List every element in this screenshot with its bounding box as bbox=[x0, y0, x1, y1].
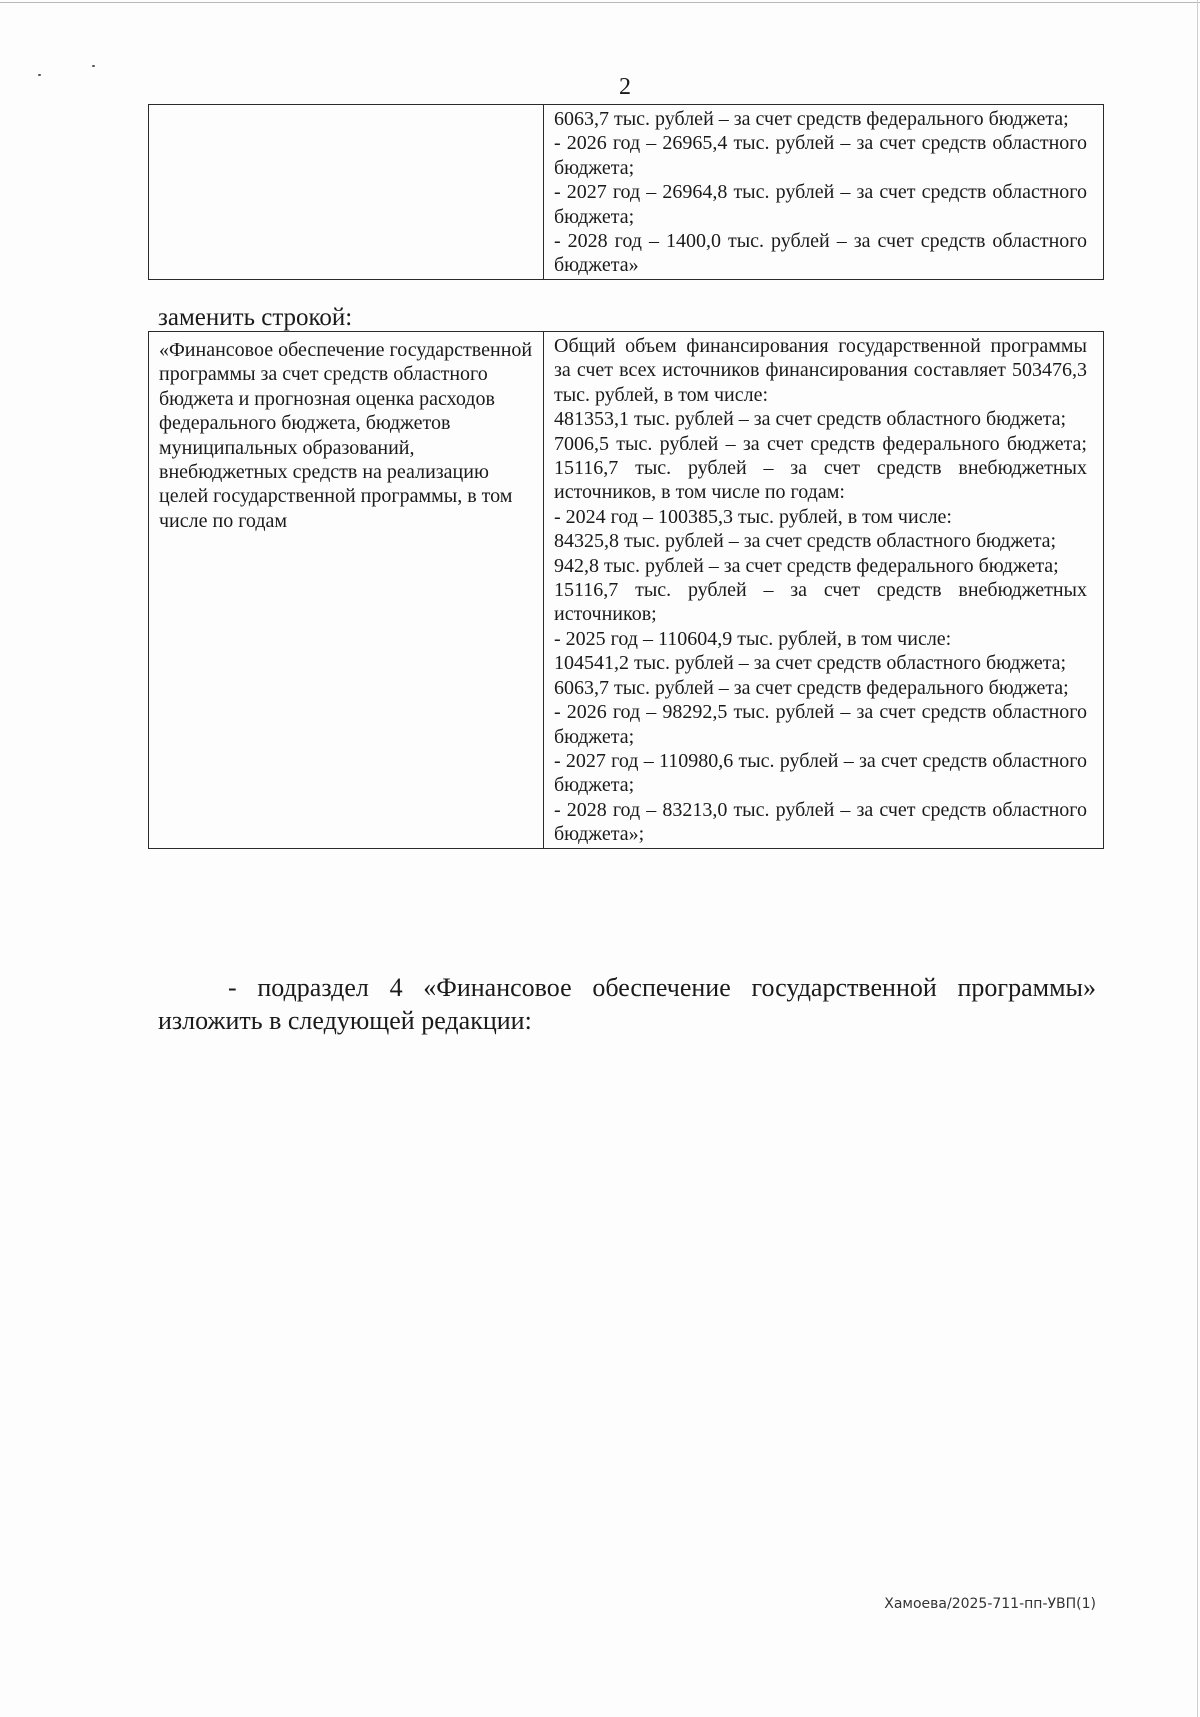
funding-line: 6063,7 тыс. рублей – за счет средств федерального бюджета; bbox=[554, 108, 1069, 130]
table-row bbox=[149, 105, 1104, 280]
funding-line: - 2027 год – 26964,8 тыс. рублей – за счет средств областного бюджета; bbox=[554, 181, 1087, 228]
table-cell-left-empty bbox=[149, 105, 544, 280]
funding-line: - 2025 год – 110604,9 тыс. рублей, в том числе: bbox=[554, 627, 952, 650]
document-code: Хамоева/2025-711-пп-УВП(1) bbox=[884, 1596, 1096, 1612]
funding-line: Общий объем финансирования государственной программы за счет всех источников финансирования составляет 503476,3 тыс. рублей, в том числе: bbox=[554, 335, 1087, 406]
scan-speck bbox=[92, 65, 95, 67]
funding-line: 84325,8 тыс. рублей – за счет средств областного бюджета; bbox=[554, 530, 1057, 553]
scan-speck bbox=[38, 74, 41, 76]
body-paragraph: - подраздел 4 «Финансовое обеспечение государственной программы» изложить в следующей редакции: bbox=[158, 973, 1096, 1035]
page-number: 2 bbox=[619, 74, 631, 100]
scan-edge-right bbox=[1197, 0, 1198, 1717]
funding-line: - 2027 год – 110980,6 тыс. рублей – за счет средств областного бюджета; bbox=[554, 749, 1087, 797]
funding-line: - 2026 год – 26965,4 тыс. рублей – за счет средств областного бюджета; bbox=[554, 132, 1087, 179]
funding-line: 481353,1 тыс. рублей – за счет средств областного бюджета; bbox=[554, 408, 1067, 431]
funding-line: 942,8 тыс. рублей – за счет средств федерального бюджета; bbox=[554, 554, 1059, 577]
funding-line: - 2028 год – 1400,0 тыс. рублей – за счет средств областного бюджета» bbox=[554, 230, 1087, 277]
replace-caption: заменить строкой: bbox=[158, 304, 353, 331]
table-cell-left-heading: «Финансовое обеспечение государственной программы за счет средств областного бюджета и прогнозная оценка расходов федерального бюджета, бюджетов муниципальных образований, внебюджетных средств на реализацию целей государственной программы, в том числе по годам bbox=[149, 332, 544, 849]
table-continued bbox=[148, 104, 1104, 280]
funding-line: 15116,7 тыс. рублей – за счет средств внебюджетных источников; bbox=[554, 579, 1087, 626]
funding-line: - 2024 год – 100385,3 тыс. рублей, в том числе: bbox=[554, 505, 952, 528]
funding-line: - 2028 год – 83213,0 тыс. рублей – за счет средств областного бюджета»; bbox=[554, 798, 1087, 846]
table-row bbox=[149, 332, 1104, 849]
funding-line: 6063,7 тыс. рублей – за счет средств федерального бюджета; bbox=[554, 676, 1069, 699]
funding-line: 104541,2 тыс. рублей – за счет средств областного бюджета; bbox=[554, 652, 1067, 675]
table-cell-right bbox=[544, 332, 1104, 849]
funding-line: - 2026 год – 98292,5 тыс. рублей – за счет средств областного бюджета; bbox=[554, 701, 1087, 748]
table-replacement bbox=[148, 331, 1104, 849]
table-cell-right bbox=[544, 105, 1104, 280]
funding-line: 7006,5 тыс. рублей – за счет средств федерального бюджета; 15116,7 тыс. рублей – за счет средств внебюджетных источников, в том числе по годам: bbox=[554, 432, 1087, 504]
scan-edge-top bbox=[0, 2, 1200, 3]
